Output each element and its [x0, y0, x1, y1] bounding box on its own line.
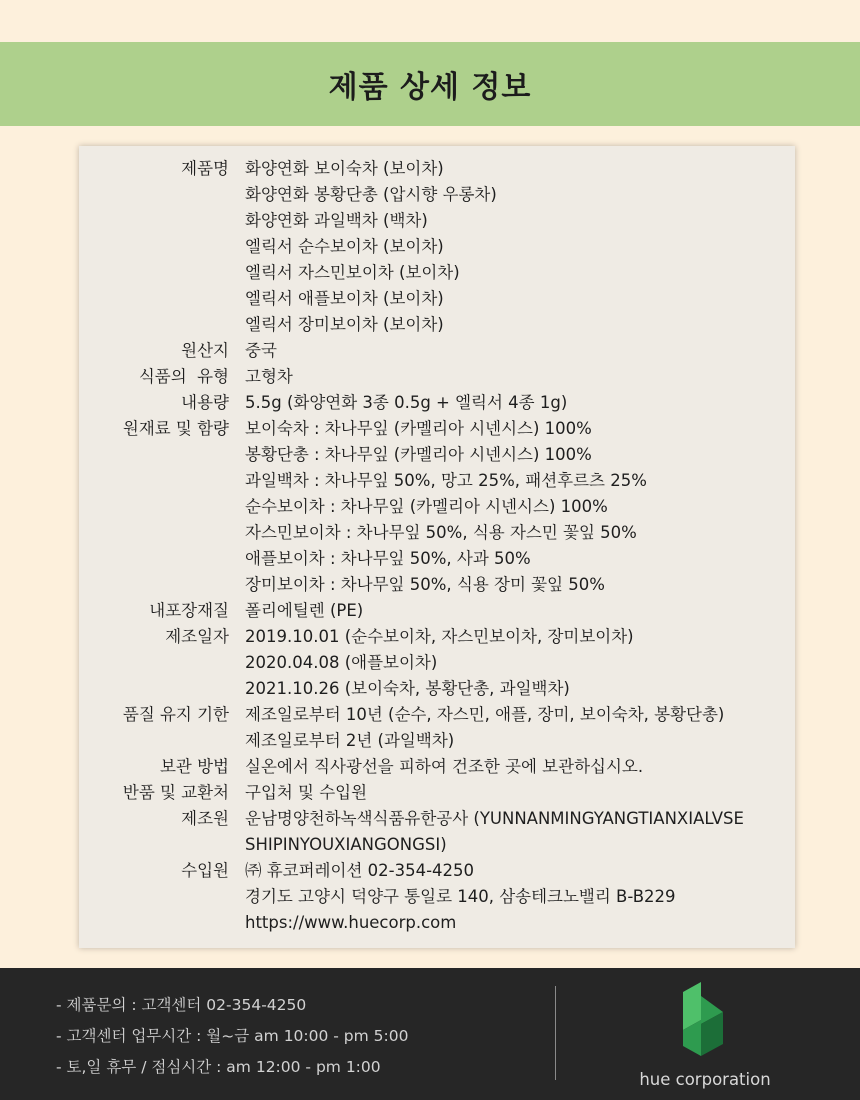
info-label: 내포장재질	[149, 601, 229, 620]
info-label: 제조원	[181, 809, 229, 828]
info-value: 2020.04.08 (애플보이차)	[245, 653, 438, 672]
info-row	[79, 624, 795, 702]
info-label: 원산지	[181, 341, 229, 360]
hue-corporation-logo-icon	[679, 982, 725, 1058]
info-values	[245, 754, 643, 780]
info-value: 구입처 및 수입원	[245, 783, 368, 802]
info-values	[245, 390, 567, 416]
info-label: 제조일자	[165, 627, 229, 646]
info-values	[245, 416, 647, 598]
brand-name: hue corporation	[639, 1070, 771, 1089]
info-value: 봉황단총 : 차나무잎 (카멜리아 시넨시스) 100%	[245, 445, 592, 464]
info-values	[245, 806, 744, 858]
info-value: 화양연화 보이숙차 (보이차)	[245, 159, 444, 178]
info-value: 고형차	[245, 367, 293, 386]
info-row	[79, 156, 795, 338]
info-row	[79, 754, 795, 780]
info-row	[79, 338, 795, 364]
info-values	[245, 338, 277, 364]
footer-contact-info	[56, 990, 408, 1083]
info-value: 장미보이차 : 차나무잎 50%, 식용 장미 꽃잎 50%	[245, 575, 605, 594]
info-row	[79, 858, 795, 936]
info-value: 애플보이차 : 차나무잎 50%, 사과 50%	[245, 549, 531, 568]
info-value: SHIPINYOUXIANGONGSI)	[245, 835, 447, 854]
info-label: 내용량	[181, 393, 229, 412]
info-value: 제조일로부터 10년 (순수, 자스민, 애플, 장미, 보이숙차, 봉황단총)	[245, 705, 725, 724]
info-value: 5.5g (화양연화 3종 0.5g + 엘릭서 4종 1g)	[245, 393, 568, 412]
info-value: 실온에서 직사광선을 피하여 건조한 곳에 보관하십시오.	[245, 757, 644, 776]
info-values	[245, 598, 363, 624]
info-label: 반품 및 교환처	[122, 783, 229, 802]
info-value: ㈜ 휴코퍼레이션 02-354-4250	[245, 861, 475, 880]
info-label: 보관 방법	[159, 757, 229, 776]
info-value: 2019.10.01 (순수보이차, 자스민보이차, 장미보이차)	[245, 627, 634, 646]
info-value: 경기도 고양시 덕양구 통일로 140, 삼송테크노밸리 B-B229	[245, 887, 676, 906]
info-values	[245, 702, 724, 754]
footer-line-inquiry: - 제품문의 : 고객센터 02-354-4250	[56, 996, 307, 1014]
info-label: 수입원	[181, 861, 229, 880]
info-value: 운남명양천하녹색식품유한공사 (YUNNANMINGYANGTIANXIALVSE	[245, 809, 744, 828]
info-value: 중국	[245, 341, 277, 360]
footer-divider	[555, 986, 556, 1080]
info-value: 화양연화 봉황단총 (압시향 우롱차)	[245, 185, 497, 204]
info-values	[245, 624, 634, 702]
info-value: 제조일로부터 2년 (과일백차)	[245, 731, 455, 750]
info-values	[245, 780, 367, 806]
info-values	[245, 156, 497, 338]
info-value: 엘릭서 애플보이차 (보이차)	[245, 289, 444, 308]
info-value: 2021.10.26 (보이숙차, 봉황단총, 과일백차)	[245, 679, 570, 698]
info-row	[79, 806, 795, 858]
info-label: 품질 유지 기한	[122, 705, 229, 724]
page-title: 제품 상세 정보	[328, 70, 532, 105]
product-info-table	[79, 156, 795, 936]
info-value: 엘릭서 장미보이차 (보이차)	[245, 315, 444, 334]
info-values	[245, 858, 676, 936]
info-value: 자스민보이차 : 차나무잎 50%, 식용 자스민 꽃잎 50%	[245, 523, 637, 542]
footer	[0, 968, 860, 1100]
page-header	[0, 42, 860, 126]
info-value: 순수보이차 : 차나무잎 (카멜리아 시넨시스) 100%	[245, 497, 608, 516]
info-row	[79, 702, 795, 754]
footer-line-holiday: - 토,일 휴무 / 점심시간 : am 12:00 - pm 1:00	[56, 1058, 381, 1076]
info-value: https://www.huecorp.com	[245, 913, 457, 932]
info-values	[245, 364, 293, 390]
info-label: 제품명	[181, 159, 229, 178]
info-value: 화양연화 과일백차 (백차)	[245, 211, 428, 230]
info-row	[79, 416, 795, 598]
product-info-card	[79, 146, 795, 948]
info-value: 엘릭서 자스민보이차 (보이차)	[245, 263, 460, 282]
footer-line-hours: - 고객센터 업무시간 : 월~금 am 10:00 - pm 5:00	[56, 1027, 409, 1045]
info-row	[79, 780, 795, 806]
info-value: 폴리에틸렌 (PE)	[245, 601, 364, 620]
info-value: 과일백차 : 차나무잎 50%, 망고 25%, 패션후르츠 25%	[245, 471, 647, 490]
info-row	[79, 598, 795, 624]
info-value: 보이숙차 : 차나무잎 (카멜리아 시넨시스) 100%	[245, 419, 592, 438]
info-value: 엘릭서 순수보이차 (보이차)	[245, 237, 444, 256]
info-label: 원재료 및 함량	[122, 419, 229, 438]
info-row	[79, 364, 795, 390]
info-label: 식품의 유형	[138, 367, 229, 386]
info-row	[79, 390, 795, 416]
